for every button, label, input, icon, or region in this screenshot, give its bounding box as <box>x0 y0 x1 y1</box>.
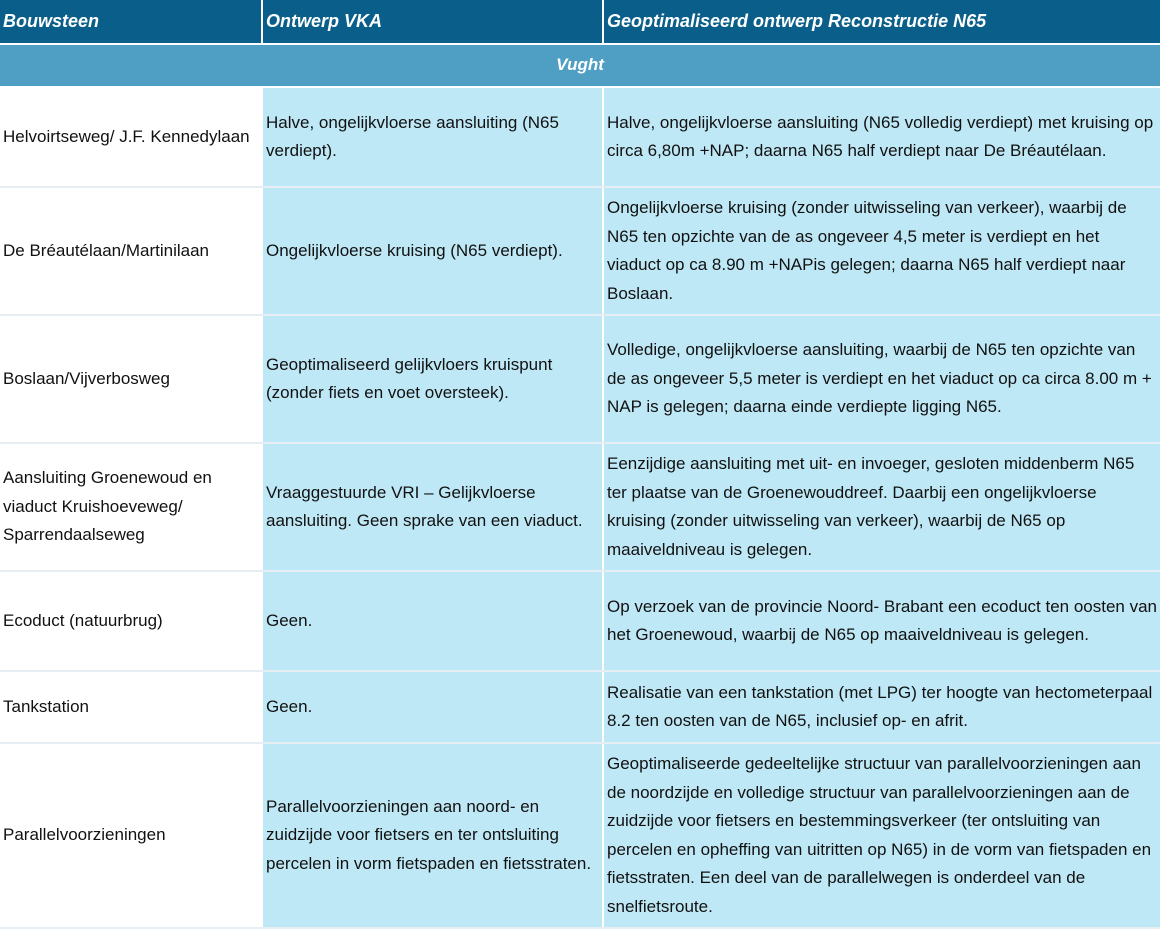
cell-bouwsteen: De Bréautélaan/Martinilaan <box>0 187 262 315</box>
table-row <box>0 443 1160 571</box>
cell-vka: Halve, ongelijkvloerse aansluiting (N65 verdiept). <box>262 87 603 187</box>
cell-vka: Geen. <box>262 571 603 671</box>
cell-bouwsteen: Helvoirtseweg/ J.F. Kennedylaan <box>0 87 262 187</box>
cell-geoptimaliseerd: Halve, ongelijkvloerse aansluiting (N65 volledig verdiept) met kruising op circa 6,80m +NAP; daarna N65 half verdiept naar De Bréautélaan. <box>603 87 1160 187</box>
table-row <box>0 671 1160 743</box>
cell-vka: Geen. <box>262 671 603 743</box>
header-row <box>0 0 1160 44</box>
table-row <box>0 87 1160 187</box>
section-title: Vught <box>0 44 1160 87</box>
cell-geoptimaliseerd: Op verzoek van de provincie Noord- Brabant een ecoduct ten oosten van het Groenewoud, waarbij de N65 op maaiveldniveau is gelegen. <box>603 571 1160 671</box>
cell-vka: Parallelvoorzieningen aan noord- en zuidzijde voor fietsers en ter ontsluiting percelen in vorm fietspaden en fietsstraten. <box>262 743 603 928</box>
table-row <box>0 743 1160 928</box>
cell-geoptimaliseerd: Volledige, ongelijkvloerse aansluiting, waarbij de N65 ten opzichte van de as ongeveer 5,5 meter is verdiept en het viaduct op ca circa 8.00 m + NAP is gelegen; daarna einde verdiepte ligging N65. <box>603 315 1160 443</box>
section-row <box>0 44 1160 87</box>
header-geoptimaliseerd-ontwerp: Geoptimaliseerd ontwerp Reconstructie N65 <box>603 0 1160 44</box>
cell-bouwsteen: Aansluiting Groenewoud en viaduct Kruishoeveweg/ Sparrendaalseweg <box>0 443 262 571</box>
table-row <box>0 187 1160 315</box>
cell-bouwsteen: Ecoduct (natuurbrug) <box>0 571 262 671</box>
header-ontwerp-vka: Ontwerp VKA <box>262 0 603 44</box>
cell-geoptimaliseerd: Geoptimaliseerde gedeeltelijke structuur van parallelvoorzieningen aan de noordzijde en volledige structuur van parallelvoorzieningen aan de zuidzijde voor fietsers en bestemmingsverkeer (ter ontsluiting van percelen en opheffing van uitritten op N65) in de vorm van fietspaden en fietsstraten. Een deel van de parallelwegen is onderdeel van de snelfietsroute. <box>603 743 1160 928</box>
cell-bouwsteen: Tankstation <box>0 671 262 743</box>
cell-bouwsteen: Boslaan/Vijverbosweg <box>0 315 262 443</box>
cell-geoptimaliseerd: Realisatie van een tankstation (met LPG) ter hoogte van hectometerpaal 8.2 ten oosten van de N65, inclusief op- en afrit. <box>603 671 1160 743</box>
header-bouwsteen: Bouwsteen <box>0 0 262 44</box>
table-row <box>0 315 1160 443</box>
cell-vka: Ongelijkvloerse kruising (N65 verdiept). <box>262 187 603 315</box>
table-row <box>0 571 1160 671</box>
cell-geoptimaliseerd: Ongelijkvloerse kruising (zonder uitwisseling van verkeer), waarbij de N65 ten opzichte van de as ongeveer 4,5 meter is verdiept en het viaduct op ca 8.90 m +NAPis gelegen; daarna N65 half verdiept naar Boslaan. <box>603 187 1160 315</box>
cell-vka: Geoptimaliseerd gelijkvloers kruispunt (zonder fiets en voet oversteek). <box>262 315 603 443</box>
cell-bouwsteen: Parallelvoorzieningen <box>0 743 262 928</box>
cell-geoptimaliseerd: Eenzijdige aansluiting met uit- en invoeger, gesloten middenberm N65 ter plaatse van de Groenewouddreef. Daarbij een ongelijkvloerse kruising (zonder uitwisseling van verkeer), waarbij de N65 op maaiveldniveau is gelegen. <box>603 443 1160 571</box>
cell-vka: Vraaggestuurde VRI – Gelijkvloerse aansluiting. Geen sprake van een viaduct. <box>262 443 603 571</box>
